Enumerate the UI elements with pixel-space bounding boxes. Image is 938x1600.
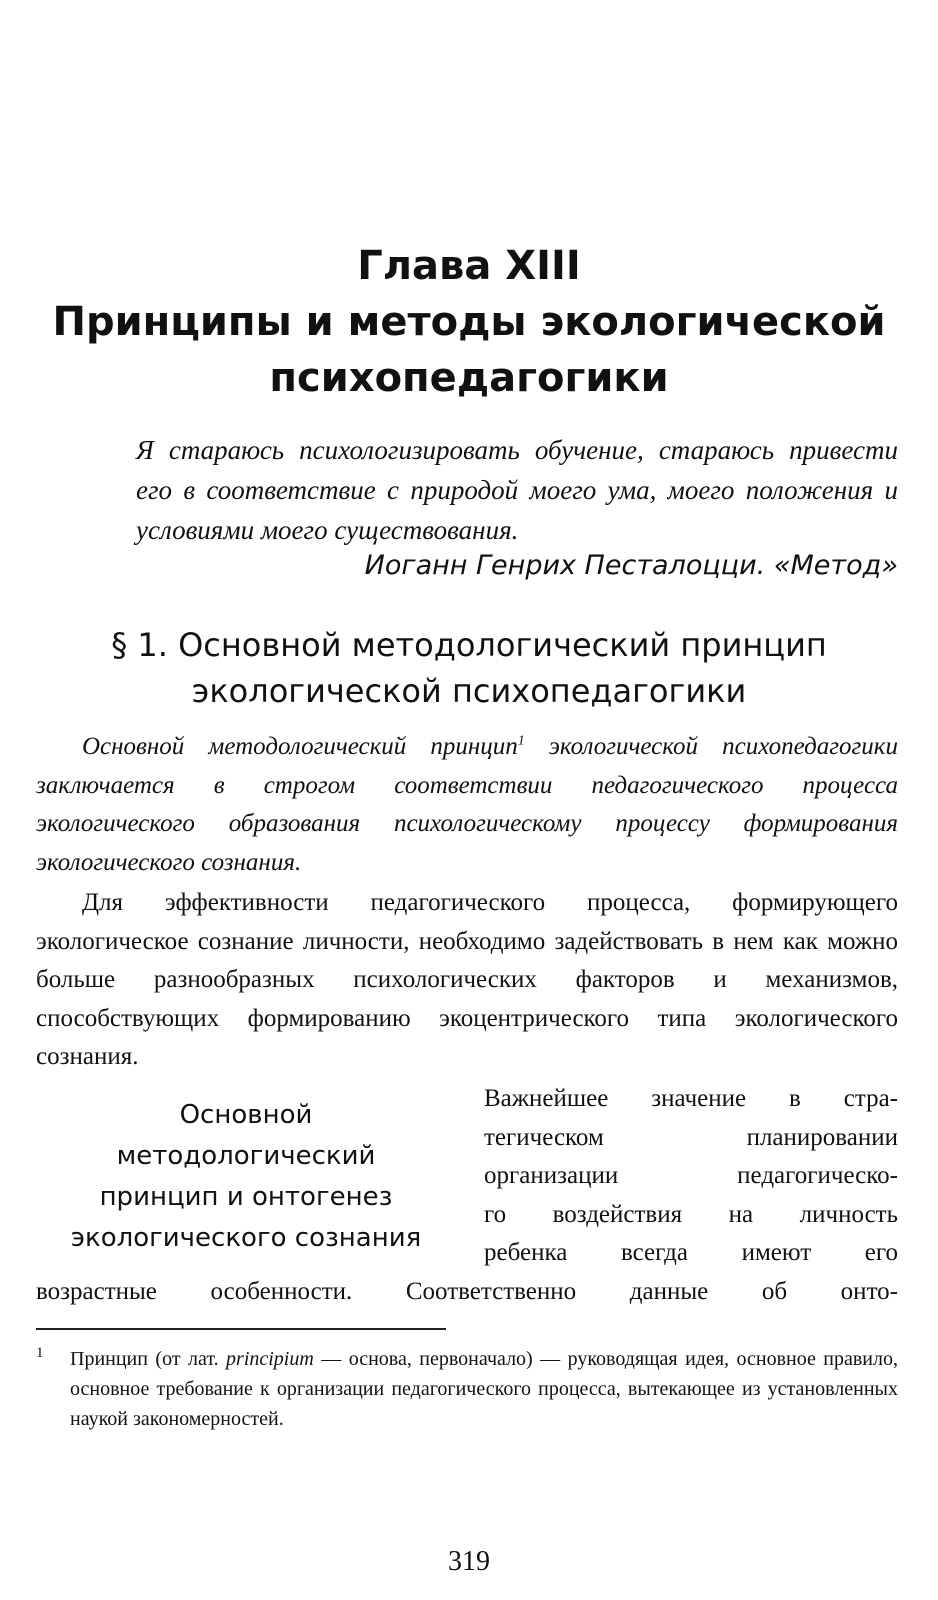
epigraph-author: Иоганн Генрих Песталоцци. «Метод» [364, 550, 898, 581]
section-title [40, 622, 898, 714]
page-number: 319 [448, 1546, 490, 1577]
footnote-text-rest: — основа, первоначало) — руководящая идея, основное правило, основное требование к организации педагогического процесса, вытекающее из установленных наукой закономерностей. [70, 1348, 898, 1430]
chapter-title-line-1: Принципы и методы экологической [52, 299, 886, 345]
footnote-text-start: Принцип (от лат. [70, 1348, 227, 1370]
section-title-line-2: экологической психопедагогики [191, 672, 747, 710]
footnote-divider [36, 1328, 446, 1330]
footnote-mark: 1 [36, 1345, 44, 1361]
paragraph-line-5: ребенка всегда имеют его [484, 1239, 898, 1267]
footnote-latin-term: principium [226, 1348, 314, 1370]
side-heading [36, 1095, 456, 1259]
paragraph-principle-rest: экологической психопедагогики заключается в строгом соответствии педагогического процесса экологического образования психологическому процессу формирования экологического сознания. [36, 733, 898, 876]
paragraph-line-2: тегическом планировании [484, 1123, 898, 1151]
side-heading-line-4: экологического сознания [70, 1223, 422, 1253]
paragraph-age-features [484, 1080, 898, 1273]
paragraph-line-6: возрастные особенности. Соответственно данные об онто- [36, 1278, 898, 1305]
paragraph-line-1: Важнейшее значение в стра- [484, 1085, 898, 1112]
epigraph-text: Я стараюсь психологизировать обучение, стараюсь привести его в соответствие с природой моего ума, моего положения и условиями моего существования. [136, 435, 898, 545]
side-heading-line-2: методологический [116, 1141, 376, 1171]
chapter-heading [40, 238, 898, 406]
chapter-number: Глава XIII [357, 243, 581, 289]
footnote-reference[interactable]: 1 [517, 733, 525, 749]
paragraph-line-3: организации педагогическо- [484, 1162, 898, 1190]
section-title-line-1: § 1. Основной методологический принцип [111, 626, 827, 664]
footnote [36, 1344, 898, 1434]
paragraph-principle-start: Основной методологический принцип [82, 733, 518, 760]
paragraph-line-4: го воздействия на личность [484, 1200, 898, 1228]
chapter-title-line-2: психопедагогики [269, 355, 669, 401]
paragraph-effectiveness: Для эффективности педагогического процесса, формирующего экологическое сознание личности, необходимо задействовать в нем как можно больше разнообразных психологических факторов и механизмов, способствующих формированию экоцентрического типа экологического сознания. [36, 889, 898, 1071]
side-heading-line-1: Основной [179, 1100, 313, 1130]
side-heading-line-3: принцип и онтогенез [99, 1182, 393, 1212]
paragraph-principle [36, 728, 898, 882]
footnote-text [70, 1344, 898, 1434]
